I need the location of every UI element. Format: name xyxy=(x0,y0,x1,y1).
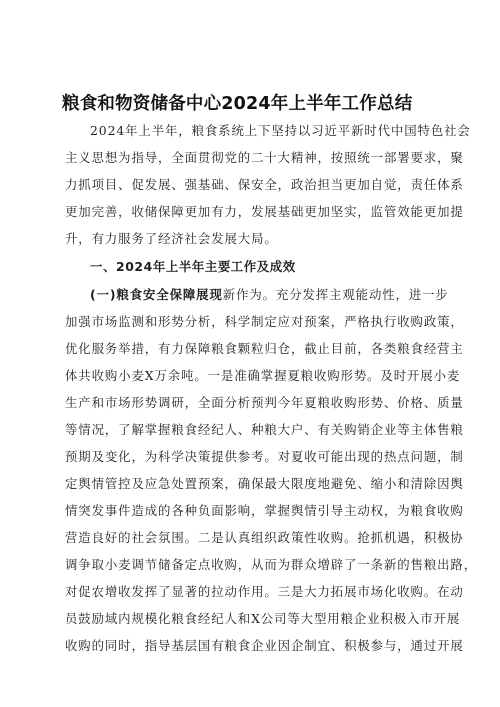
paragraph-line: 等情况，了解掌握粮食经纪人、种粮大户、有关购销企业等主体售粮 xyxy=(65,422,464,437)
paragraph-line: 员鼓励域内规模化粮食经纪人和X公司等大型用粮企业积极入市开展 xyxy=(65,611,461,626)
paragraph-line: 主义思想为指导，全面贯彻党的二十大精神，按照统一部署要求，聚 xyxy=(65,150,464,165)
paragraph-line: 优化服务举措，有力保障粮食颗粒归仓，截止目前，各类粮食经营主 xyxy=(65,341,464,356)
paragraph-line: 更加完善，收储保障更加有力，发展基础更加坚实，监管效能更加提 xyxy=(65,204,464,219)
paragraph-line: 预期及变化，为科学决策提供参考。对夏收可能出现的热点问题，制 xyxy=(65,449,464,464)
paragraph-line: 调争取小麦调节储备定点收购，从而为群众增辟了一条新的售粮出路， xyxy=(65,557,478,572)
paragraph-line: 力抓项目、促发展、强基础、保安全，政治担当更加自觉，责任体系 xyxy=(65,177,464,192)
sub-heading: (一)粮食安全保障展现 xyxy=(90,287,223,302)
paragraph-line xyxy=(90,285,449,305)
paragraph-line: 营造良好的社会氛围。二是认真组织政策性收购。抢抓机遇，积极协 xyxy=(65,530,464,545)
paragraph-line: 情突发事件造成的各种负面影响，掌握舆情引导主动权，为粮食收购 xyxy=(65,503,464,518)
paragraph-text: 新作为。充分发挥主观能动性，进一步 xyxy=(222,287,449,302)
paragraph-line: 加强市场监测和形势分析，科学制定应对预案，严格执行收购政策， xyxy=(65,314,464,329)
paragraph-line: 收购的同时，指导基层国有粮食企业因企制宜、积极参与，通过开展 xyxy=(65,638,464,653)
document-title: 粮食和物资储备中心2024年上半年工作总结 xyxy=(62,94,413,114)
paragraph-line: 体共收购小麦X万余吨。一是准确掌握夏粮收购形势。及时开展小麦 xyxy=(65,368,461,383)
section-heading: 一、2024年上半年主要工作及成效 xyxy=(90,259,296,274)
paragraph-line: 对促农增收发挥了显著的拉动作用。三是大力拓展市场化收购。在动 xyxy=(65,584,464,599)
paragraph-line: 升，有力服务了经济社会发展大局。 xyxy=(65,231,278,246)
paragraph-line: 生产和市场形势调研，全面分析预判今年夏粮收购形势、价格、质量 xyxy=(65,395,464,410)
paragraph-line: 定舆情管控及应急处置预案，确保最大限度地避免、缩小和清除因舆 xyxy=(65,476,464,491)
paragraph-line: 2024年上半年，粮食系统上下坚持以习近平新时代中国特色社会 xyxy=(90,123,471,138)
